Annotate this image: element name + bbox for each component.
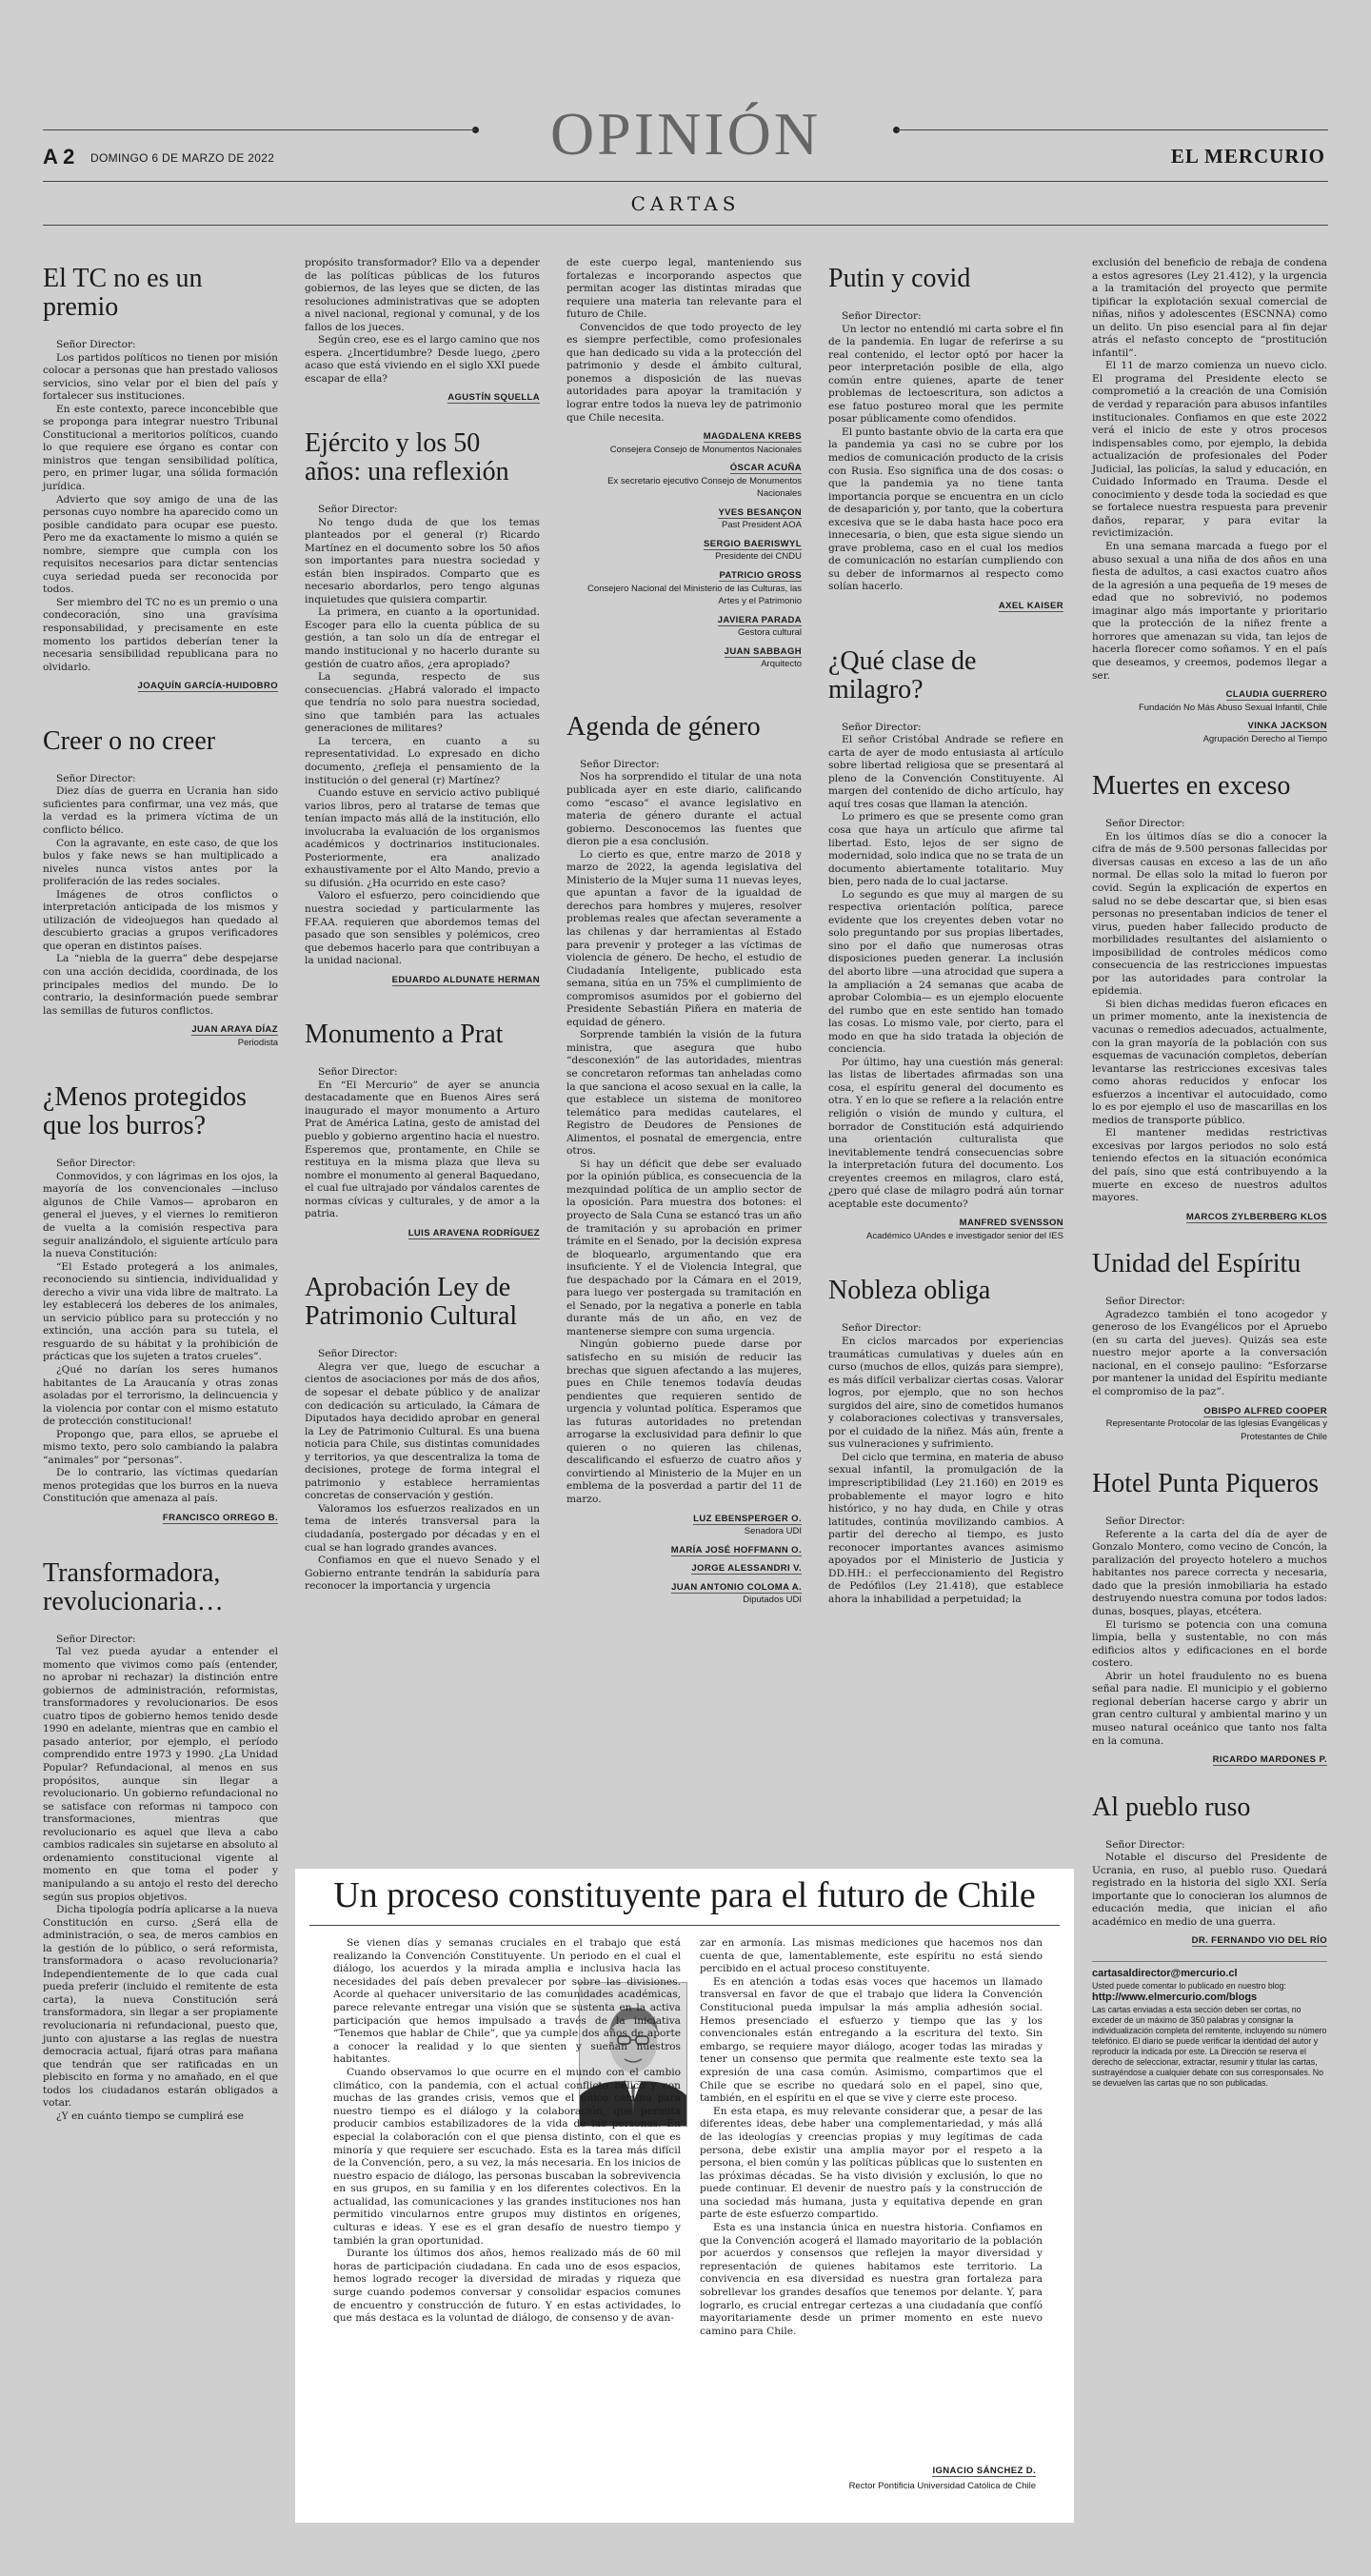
letter-greeting: Señor Director: (318, 1348, 398, 1360)
letter-affiliation: Periodista (237, 1037, 278, 1048)
letter-greeting: Señor Director: (56, 772, 136, 784)
feature-paragraph: Se vienen días y semanas cruciales en el trabajo que está realizando la Convención Constituyente. Un periodo en el cual el diálogo, los acuerdos y la mirada amplia e inclusiva hacia las necesidades del país deben prevalecer por sobre las divisiones. Acorde al quehacer universitario de las comunidades académicas, parece relevante entregar una visión que se sustenta en la activa participación que hemos impulsado a través de la iniciativa “Tenemos que hablar de Chile”, que ya cumple dos años de aporte a conocer la realidad y lo que sienten y sueñan nuestros habitantes. (333, 1937, 681, 2066)
letter-paragraph: El 11 de marzo comienza un nuevo ciclo. El programa del Presidente electo se comprometió a la creación de una Comisión de verdad y reparación para abusos infantiles institucionales. Confiamos en que este 2022 verá el inicio de este y otros procesos indispensables como, por ejemplo, la debida actualización de profesionales del Poder Judicial, las policías, la salud y educación, en Cuidado Informado en Trauma. Desde el conocimiento y desde toda la sociedad es que se fortalece nuestra respuesta para prevenir daños, reparar, y para evitar la revictimización. (1092, 360, 1327, 540)
feature-paragraph: Cuando observamos lo que ocurre en el mundo con el cambio climático, con la pandemia, con el actual conflicto bélico y con muchas de las grandes crisis, vemos que el único camino para nuestro tiempo es el diálogo y la colaboración, que permita producir cambios estabilizadores de la vida de las personas. En especial la colaboración con el que piensa distinto, con el que es minoría y que requiere ser escuchado. Esta es la tarea más difícil de la Convención, pero, a su vez, la más necesaria. En los inicios de nuestro espacio de diálogo, las personas buscaban la sobrevivencia en sus grupos, en su familia y en los diferentes colectivos. En la actualidad, las comunicaciones y las grandes instituciones nos han permitido vincularnos entre grupos muy distintos en orígenes, culturas e ideas. Y ese es el gran desafío de nuestro tiempo y también la gran oportunidad. (333, 2066, 681, 2247)
letter-greeting: Señor Director: (56, 1633, 136, 1645)
letter-signature: FRANCISCO ORREGO B. (162, 1513, 278, 1524)
letter-title: Hotel Punta Piqueros (1092, 1469, 1319, 1499)
letter-greeting: Señor Director: (1105, 1296, 1185, 1308)
letter-title: Putin y covid (828, 264, 971, 293)
letter-title: Al pueblo ruso (1092, 1792, 1251, 1822)
letter-signature: SERGIO BAERISWYL (704, 538, 802, 549)
newspaper-brand: EL MERCURIO (1170, 145, 1325, 168)
feature-signature: IGNACIO SÁNCHEZ D. (932, 2466, 1036, 2476)
letter-paragraph: Diez días de guerra en Ucrania han sido suficientes para confirmar, una vez más, que la verdad es la primera víctima de un conflicto bélico. (43, 785, 278, 836)
letter-paragraph: Dicha tipología podría aplicarse a la nueva Constitución en curso. ¿Será ella de administración, o sea, de meros cambios en la gestión de lo público, o será reformista, transformadora o acaso revolucionaria? Independientemente de lo que cada cual pueda preferir (incluido el remitente de esta carta), la nueva Constitución será transformadora, sin llegar a ser propiamente revolucionaria ni refundacional, puesto que, junto con ajustarse a las reglas de nuestra democracia actual, fijará otras para mañana que tendrán que ser ratificadas en un plebiscito en forma y no amañado, en el que todos los ciudadanos estarán obligados a votar. (43, 1904, 278, 2110)
letter-greeting: Señor Director: (842, 721, 922, 733)
letter-title: Nobleza obliga (828, 1276, 991, 1306)
letter-paragraph: La segunda, respecto de sus consecuencias. ¿Habrá valorado el impacto que tendría no solo para nuestra sociedad, sino que también para las actuales generaciones de militares? (305, 671, 540, 735)
feature-affiliation: Rector Pontificia Universidad Católica de Chile (848, 2481, 1036, 2491)
letter-paragraph: Convencidos de que todo proyecto de ley es siempre perfectible, como profesionales que han dedicado su vida a la protección del patrimonio y desde el ámbito cultural, ponemos a disposición de las nuevas autoridades para apoyar la tramitación y lograr entre todos la nueva ley de patrimonio que Chile necesita. (566, 321, 802, 424)
letter-title: Ejército y los 50 años: una reflexión (305, 428, 509, 487)
feature-title: Un proceso constituyente para el futuro de Chile (333, 1875, 1036, 1915)
letter-paragraph: Con la agravante, en este caso, de que los bulos y fake news se han multiplicado a niveles nunca vistos antes por la proliferación de las redes sociales. (43, 837, 278, 888)
letter-title: Aprobación Ley de Patrimonio Cultural (305, 1273, 518, 1332)
letter-signature: OBISPO ALFRED COOPER (1203, 1405, 1327, 1417)
letter-paragraph: Sorprende también la visión de la futura ministra, que asegura que hubo “desconexión” de las autoridades, mientras se concretaron reformas tan anheladas como la que sanciona el acoso sexual en la calle, la que establece un sistema de monitoreo telemático para medidas cautelares, el Registro de Deudores de Pensiones de Alimentos, el posnatal de emergencia, entre otros. (566, 1029, 802, 1158)
letter-greeting: Señor Director: (1105, 1838, 1185, 1851)
letter-greeting: Señor Director: (56, 339, 136, 350)
letter-signature: JUAN ANTONIO COLOMA A. (671, 1581, 802, 1593)
letter-signature: LUIS ARAVENA RODRÍGUEZ (407, 1227, 540, 1238)
letter-affiliation: Presidente del CNDU (715, 551, 802, 563)
letter-paragraph: Propongo que, para ellos, se apruebe el mismo texto, pero solo cambiando la palabra “animales” por “personas”. (43, 1428, 278, 1466)
letter-affiliation: Gestora cultural (737, 627, 802, 639)
feature-paragraph: Durante los últimos dos años, hemos realizado más de 60 mil horas de participación ciudadana. En cada uno de esos espacios, hemos logrado recoger la diversidad de miradas y riqueza que surge cuando podemos conversar y consolidar espacios comunes de encuentro y construcción de futuro. Y en estas actividades, lo que más destaca es la voluntad de diálogo, de consenso y de avan- (333, 2248, 681, 2325)
letter-paragraph: Ser miembro del TC no es un premio o una condecoración, sino una gravísima responsabilidad, y precisamente en este momento los partidos deberían tener la necesaria sensibilidad republicana para no olvidarlo. (43, 596, 278, 673)
letter-paragraph: Agradezco también el tono acogedor y generoso de los Evangélicos por el Apruebo (en su carta del jueves). Quizás sea este nuestro mejor aporte a la conversación nacional, en el consejo paulino: “Esforzarse por mantener la unidad del Espíritu mediante el compromiso de la paz”. (1092, 1308, 1327, 1398)
letter-paragraph: El punto bastante obvio de la carta era que la pandemia ya casi no se cubre por los medios de comunicación producto de la crisis con Rusia. Eso significa una de dos cosas: o que la pandemia ya no tiene tanta importancia porque se encuentra en un ciclo de desaparición y, por tanto, que la cobertura excesiva que se le daba hasta hace poco era innecesaria, o bien, que esta sigue siendo un grave problema, caso en el cual los medios de comunicación no estarían cumpliendo con su deber de informarnos al respecto como solían hacerlo. (828, 426, 1063, 593)
letter-paragraph: ¿Qué no darían los seres humanos habitantes de La Araucanía y otras zonas asoladas por el terrorismo, la delincuencia y la violencia por contar con el mismo estatuto de protección constitucional! (43, 1364, 278, 1428)
column-3 (566, 257, 802, 1607)
letter-title: El TC no es un premio (43, 264, 203, 322)
header-rule (43, 181, 1328, 182)
section-title: OPINIÓN (549, 100, 822, 168)
letter-affiliation: Académico UAndes e investigador senior del IES (865, 1230, 1063, 1241)
letter-signature: CLAUDIA GUERRERO (1225, 689, 1327, 701)
letter-paragraph: “El Estado protegerá a los animales, reconociendo su sintiencia, individualidad y derecho a vivir una vida libre de maltrato. La ley establecerá los deberes de los animales, un servicio público para su protección y no extinción, una acción para su tutela, el resguardo de su hábitat y la prohibición de prácticas que los sujeten a tratos crueles”. (43, 1260, 278, 1363)
subsection-title: CARTAS (630, 192, 741, 215)
letter-title: Transformadora, revolucionaria… (43, 1557, 224, 1616)
letter-title: Muertes en exceso (1092, 771, 1291, 802)
header-rule (897, 129, 1328, 130)
letter-affiliation: Consejero Nacional del Ministerio de las Culturas, las Artes y el Patrimonio (587, 583, 802, 607)
feature-column-2 (700, 1937, 1043, 2338)
letter-greeting: Señor Director: (842, 1322, 922, 1335)
letter-paragraph: Lo primero es que se presente como gran cosa que haya un artículo que afirme tal libertad. Esto, lejos de ser signo de modernidad, solo indica que no se trata de un documento abiertamente totalitario. Muy bien, pero nada de lo cual jactarse. (828, 811, 1063, 888)
letter-paragraph: de este cuerpo legal, manteniendo sus fortalezas e incorporando aspectos que permitan acoger las distintas miradas que requiere una materia tan relevante para el futuro de Chile. (566, 257, 802, 321)
letter-paragraph: propósito transformador? Ello va a depender de las políticas públicas de los futuros gobiernos, de las leyes que se dicten, de las resoluciones administrativas que se adopten a nivel nacional, regional y comunal, y de los fallos de los jueces. (305, 257, 540, 333)
letter-paragraph: Conmovidos, y con lágrimas en los ojos, la mayoría de los convencionales —incluso algunos de Chile Vamos— aprobaron en general el jueves, y el viernes lo remitieron de vuelta a la comisión respectiva para seguir analizándolo, el siguiente artículo para la nueva Constitución: (43, 1170, 278, 1260)
column-2 (305, 257, 540, 1594)
letter-paragraph: El mantener medidas restrictivas excesivas por largos periodos no solo está teniendo efectos en la situación económica del país, sino que está contribuyendo a la muerte en exceso de nuestros adultos mayores. (1092, 1127, 1327, 1204)
letter-paragraph: En “El Mercurio” de ayer se anuncia destacadamente que en Buenos Aires será inaugurado el mayor monumento a Arturo Prat de América Latina, gesto de amistad del pueblo y gobierno argentino hacia el nuestro. Esperemos que, prontamente, en Chile se restituya en la misma plaza que lleva su nombre el monumento al general Baquedano, el cual fue ultrajado por vándalos carentes de normas cívicas y culturales, y de amor a la patria. (305, 1079, 540, 1220)
letter-greeting: Señor Director: (318, 504, 398, 516)
letter-paragraph: De lo contrario, las víctimas quedarían menos protegidas que los burros en la nueva Constitución que amenaza al país. (43, 1467, 278, 1505)
contact-blog-link[interactable]: http://www.elmercurio.com/blogs (1092, 1991, 1258, 2003)
column-5 (1092, 257, 1327, 2089)
feature-paragraph: Esta es una instancia única en nuestra historia. Confiamos en que la Convención acogerá el llamado mayoritario de la población por acuerdos y consensos que reflejen la mayor diversidad y representación de quienes habitamos este territorio. La convivencia en esa diversidad es nuestra gran fortaleza para sobrellevar los grandes desafíos que tenemos por delante. Y, para lograrlo, es crucial entregar certezas a una ciudadanía que confíó mayoritariamente desde un primer momento en este nuevo camino para Chile. (700, 2222, 1043, 2337)
letter-signature: MARCOS ZYLBERBERG KLOS (1185, 1211, 1327, 1222)
letter-signature: LUZ EBENSPERGER O. (693, 1513, 802, 1524)
letter-affiliation: Senadora UDI (744, 1526, 802, 1537)
letter-paragraph: La “niebla de la guerra” debe despejarse con una acción decidida, coordinada, de los principales medios del mundo. De lo contrario, la desinformación puede sembrar las semillas de futuros conflictos. (43, 953, 278, 1017)
letter-paragraph: El turismo se potencia con una comuna limpia, bella y sustentable, no con más edificios altos y edificaciones en el borde costero. (1092, 1618, 1327, 1670)
letter-paragraph: Según creo, ese es el largo camino que nos espera. ¿Incertidumbre? Desde luego, ¿pero acaso que está viviendo en el siglo XXI puede escapar de ella? (305, 334, 540, 385)
letter-title: Creer o no creer (43, 725, 216, 756)
letter-paragraph: El señor Cristóbal Andrade se refiere en carta de ayer de modo entusiasta al artículo sobre libertad religiosa que se presentará al pleno de la Convención Constituyente. Al margen del contenido de dicho artículo, hay aquí tres cosas que llaman la atención. (828, 734, 1063, 810)
letter-paragraph: Si hay un déficit que debe ser evaluado por la opinión pública, es consecuencia de la mezquindad política de un amplio sector de la oposición. Para muestra dos botones: el proyecto de Sala Cuna se estancó tras un año de tramitación y su aprobación en primer trámite en el Senado, por la decisión expresa de bloquearlo, argumentando que era insuficiente. Y el de Violencia Integral, que fue despachado por la Cámara en el 2019, para luego ver postergada su tramitación en el Senado, por la negativa a ponerle en tabla durante más de un año, en vez de mantenerse siempre con suma urgencia. (566, 1158, 802, 1338)
feature-paragraph: En esta etapa, es muy relevante considerar que, a pesar de las diferentes ideas, debe haber una complementariedad, y más allá de las ideologías y creencias propias y muy legítimas de cada persona, debe existir una amplia mayor por el respeto a la persona, el bien común y las políticas públicas que lo sustenten en las próximas décadas. Se ha visto división y exclusión, lo que no puede continuar. El devenir de nuestro país y la construcción de una sociedad más humana, justa y equitativa depende en gran parte de este esfuerzo compartido. (700, 2105, 1043, 2221)
letter-signature: RICARDO MARDONES P. (1212, 1754, 1327, 1766)
letter-paragraph: exclusión del beneficio de rebaja de condena a estos agresores (Ley 21.412), y la urgencia a la tramitación del proyecto que permite tipificar la explotación sexual comercial de niñas, niños y adolescentes (ESCNNA) como un delito. Un piso esencial para al fin dejar atrás el nefasto concepto de “prostitución infantil”. (1092, 257, 1327, 359)
letter-paragraph: Imágenes de otros conflictos o interpretación anticipada de los mismos y utilización de videojuegos han quedado al descubierto gracias a grupos verificadores que operan en distintos países. (43, 888, 278, 952)
feature-article (295, 1869, 1074, 2523)
letter-signature: JUAN SABBAGH (724, 645, 802, 657)
letter-title: Unidad del Espíritu (1092, 1249, 1301, 1279)
letter-paragraph: Advierto que soy amigo de una de las personas cuyo nombre ha aparecido como un posible candidato para ocupar ese puesto. Pero me da exactamente lo mismo a quién se nombre, siempre que cumpla con los requisitos necesarios para dictar sentencias cuya seriedad pueda ser reconocida por todos. (43, 493, 278, 596)
letter-signature: VINKA JACKSON (1247, 721, 1327, 732)
letter-affiliation: Agrupación Derecho al Tiempo (1202, 733, 1327, 744)
letter-paragraph: En una semana marcada a fuego por el abuso sexual a una niña de dos años en una fiesta de adultos, a casi exactos cuatro años de la agresión a una pequeña de 19 meses de edad que no sobrevivió, no podemos imaginar algo más importante y prioritario que la protección de la niñez frente a horrores que amenazan su vida, tan lejos de hacerla florecer como soñamos. Y en el país que deseamos, y creemos, podemos llegar a ser. (1092, 541, 1327, 682)
letter-paragraph: En los últimos días se dio a conocer la cifra de más de 9.500 personas fallecidas por diversas causas en exceso a las de un año normal. De ellas solo la mitad lo fueron por covid. Según la explicación de expertos en salud no se debe descartar que, si bien esas personas no presentaban indicios de tener el virus, pueden haber fallecido producto de morbilidades resultantes del aislamiento o imposibilidad de controles médicos como consecuencia de las restricciones impuestas por las autoridades para controlar la epidemia. (1092, 830, 1327, 998)
letter-paragraph: Notable el discurso del Presidente de Ucrania, en ruso, al pueblo ruso. Quedará registrado en la historia del siglo XXI. Sería importante que lo conocieran los alumnos de educación media, que inician el año académico en medio de una guerra. (1092, 1852, 1327, 1928)
column-1 (43, 257, 278, 2123)
letter-affiliation: Representante Protocolar de las Iglesias Evangélicas y Protestantes de Chile (1105, 1418, 1327, 1442)
letter-signature: DR. FERNANDO VIO DEL RÍO (1191, 1935, 1327, 1947)
letter-signature: JAVIERA PARADA (717, 614, 802, 625)
letter-paragraph: Un lector no entendió mi carta sobre el fin de la pandemia. En lugar de referirse a su real contenido, el lector optó por hacer la peor interpretación posible de ella, algo común entre quienes, aparte de tener problemas de lectoescritura, son adictos a ese fatuo postureo moral que les permite posar públicamente como ofendidos. (828, 323, 1063, 426)
contact-rules: Las cartas enviadas a esta sección deben ser cortas, no exceder de un máximo de 350 palabras y consignar la individualización completa del remitente, incluyendo su número telefónico. El diario se puede verificar la identidad del autor y reproducir la indicada por este. La Dirección se reserva el derecho de seleccionar, extractar, resumir y titular las cartas, sustrayéndose a cualquier debate con sus corresponsales. No se devuelven las cartas que no son publicadas. (1092, 2004, 1327, 2088)
header-rule (43, 225, 1328, 226)
letter-signature: AXEL KAISER (998, 601, 1063, 612)
letter-paragraph: Lo segundo es que muy al margen de su respectiva orientación política, parece evidente que los creyentes deben votar no solo preguntando por sus propias libertades, sino por el daño que numerosas otras disposiciones pueden generar. La inclusión del aborto libre —una atrocidad que supera a la ampliación a 24 semanas que acaba de aprobar Colombia— es un ejemplo elocuente del rumbo que en este sentido han tomado las cosas. Lo mismo vale, por cierto, para el modo en que ha sido tratada la objeción de conciencia. (828, 888, 1063, 1056)
feature-paragraph: Es en atención a todas esas voces que hacemos un llamado transversal en favor de que el trabajo que lidera la Convención Constitucional pueda impulsar la más amplia adhesión social. Hemos presenciado el esfuerzo y tiempo que las y los convencionales están entregando a la escritura del texto. Sin embargo, se requiere mayor diálogo, acoger todas las miradas y tener un consenso que permita que realmente este texto sea la expresión de una casa común. Asimismo, compartimos que el Chile que se escribe no quedará solo en el papel, sino que, también, en el espíritu en el que se vive y cierre este proceso. (700, 1975, 1043, 2105)
feature-column-1 (333, 1937, 681, 2326)
contact-blog-line: Usted puede comentar lo publicado en nuestro blog: (1092, 1980, 1286, 1991)
letter-paragraph: Del ciclo que termina, en materia de abuso sexual infantil, la promulgación de la imprescriptibilidad (Ley 21.160) en 2019 es probablemente el mayor logro e hito histórico, y no hay duda, en Chile y otras latitudes, continúa movilizando cambios. A partir del derecho al tiempo, es justo reconocer importantes avances asimismo apoyados por el Ministerio de Justicia y DD.HH.: el perfeccionamiento del Registro de Pedófilos (Ley 21.418), que establece ahora la inhabilidad a perpetuidad; la (828, 1451, 1063, 1605)
letter-signature: PATRICIO GROSS (719, 570, 802, 582)
letter-signature: MANFRED SVENSSON (959, 1218, 1063, 1229)
letter-affiliation: Consejera Consejo de Monumentos Nacionales (609, 444, 802, 455)
letter-signature: MARÍA JOSÉ HOFFMANN O. (670, 1544, 802, 1556)
letter-paragraph: En este contexto, parece inconcebible que se proponga para integrar nuestro Tribunal Constitucional a meritorios políticos, cuando lo que requiere ese órgano es contar con ministros que tengan sensibilidad política, pero, en primer lugar, una sólida formación jurídica. (43, 403, 278, 493)
letter-paragraph: La primera, en cuanto a la oportunidad. Escoger para ello la cuenta pública de su gestión, a tan solo un día de entregar el mando institucional y no hacerlo durante su gestión de cuatro años, ¿era apropiado? (305, 606, 540, 670)
letter-greeting: Señor Director: (318, 1066, 398, 1079)
letter-signature: JUAN ARAYA DÍAZ (191, 1024, 278, 1036)
letter-title: ¿Qué clase de milagro? (828, 645, 977, 704)
page-number: A 2 (43, 145, 75, 168)
letter-signature: ÓSCAR ACUÑA (729, 463, 802, 474)
header-rule (43, 129, 476, 130)
letter-greeting: Señor Director: (1105, 1516, 1185, 1528)
letter-paragraph: Lo cierto es que, entre marzo de 2018 y marzo de 2022, la agenda legislativa del Ministerio de la Mujer suma 11 nuevas leyes, que apuntan a favor de la igualdad de derechos para hombres y mujeres, resolver problemas reales que afectan severamente a las chilenas y dar herramientas al Estado para prevenir y proteger a las víctimas de violencia de género. De hecho, el estudio de Ciudadanía Inteligente, publicado esta semana, sitúa en un 75% el cumplimiento de compromisos asumidos por el gobierno del Presidente Sebastián Piñera en materia de equidad de género. (566, 848, 802, 1028)
letter-signature: JOAQUÍN GARCÍA-HUIDOBRO (137, 681, 278, 692)
letter-paragraph: Por último, hay una cuestión más general: las listas de libertades afirmadas son una cosa, el espíritu general del documento es otra. Y en lo que se refiere a la relación entre religión o visión de mundo y cultura, el borrador de Constitución está adquiriendo una orientación culturalista que inevitablemente tendrá consecuencias sobre la interpretación futura del documento. Los creyentes creemos en milagros, claro está, ¿pero qué clase de milagro podrá aún tornar aceptable este documento? (828, 1056, 1063, 1210)
letter-signature: AGUSTÍN SQUELLA (447, 392, 540, 404)
letter-title: Agenda de género (566, 711, 761, 742)
letter-affiliation: Fundación No Más Abuso Sexual Infantil, Chile (1138, 702, 1327, 713)
contact-box (1092, 1961, 1327, 2089)
feature-paragraph: zar en armonía. Las mismas mediciones que hacemos nos dan cuenta de que, lamentablemente, este espíritu no está siendo percibido en el actual proceso constituyente. (700, 1937, 1043, 1975)
letter-paragraph: Nos ha sorprendido el titular de una nota publicada ayer en este diario, calificando como “escaso” el avance legislativo en materia de género durante el actual gobierno. Desconocemos las fuentes que dieron pie a esa conclusión. (566, 771, 802, 848)
letter-affiliation: Diputados UDI (743, 1595, 802, 1606)
letter-signature: MAGDALENA KREBS (703, 431, 802, 443)
letter-signature: JORGE ALESSANDRI V. (691, 1563, 802, 1575)
letter-paragraph: Los partidos políticos no tienen por misión colocar a personas que han prestado valiosos servicios, sino velar por el bien del país y fortalecer sus instituciones. (43, 351, 278, 403)
letter-paragraph: Valoro el esfuerzo, pero coincidiendo que nuestra sociedad y particularmente las FF.AA. requieren que abordemos temas del pasado que son sensibles y polémicos, creo que debemos hacerlo para que contribuyan a la unidad nacional. (305, 890, 540, 967)
letter-greeting: Señor Director: (842, 310, 922, 322)
letter-paragraph: La tercera, en cuanto a su representatividad. Lo expresado en dicho documento, ¿refleja el pensamiento de la institución o del general (r) Martínez? (305, 735, 540, 786)
letter-paragraph: Alegra ver que, luego de escuchar a cientos de asociaciones por más de dos años, de sopesar el debate público y de analizar con dedicación su articulado, la Cámara de Diputados haya decidido aprobar en general la Ley de Patrimonio Cultural. Es una buena noticia para Chile, sus distintas comunidades y territorios, ya que descentraliza la toma de decisiones, protege de forma integral el patrimonio y establece herramientas concretas de conservación y gestión. (305, 1360, 540, 1502)
letter-paragraph: ¿Y en cuánto tiempo se cumplirá ese (56, 2110, 245, 2122)
page-date: DOMINGO 6 DE MARZO DE 2022 (90, 151, 275, 165)
letter-title: Monumento a Prat (305, 1020, 504, 1050)
letter-paragraph: Cuando estuve en servicio activo publiqué varios libros, pero al tratarse de temas que tenían impacto más allá de la institución, ello involucraba la evaluación de los organismos académicos y doctrinarios institucionales. Posteriormente, era analizado exhaustivamente por el Alto Mando, previo a su difusión. ¿Ha ocurrido en este caso? (305, 787, 540, 889)
letter-affiliation: Past President AOA (722, 520, 802, 531)
letter-paragraph: Abrir un hotel fraudulento no es buena señal para nadie. El municipio y el gobierno regional deberían hacerse cargo y abrir un gran centro cultural y ambiental marino y un museo natural oceánico que tanto nos falta en la comuna. (1092, 1670, 1327, 1747)
letter-greeting: Señor Director: (1105, 818, 1185, 830)
letter-signature: EDUARDO ALDUNATE HERMAN (391, 974, 540, 985)
letter-paragraph: Referente a la carta del día de ayer de Gonzalo Montero, como vecino de Concón, la paralización del proyecto hotelero a muchos habitantes nos parece correcta y necesaria, dado que la presión inmobiliaria ha estado destruyendo nuestra comuna por todos lados: dunas, bosques, playas, etcétera. (1092, 1528, 1327, 1618)
letter-title: ¿Menos protegidos que los burros? (43, 1082, 247, 1141)
feature-rule (309, 1925, 1060, 1926)
letter-paragraph: No tengo duda de que los temas planteados por el general (r) Ricardo Martínez en el documento sobre los 50 años son importantes para nuestra sociedad y están bien inspirados. Comparto que es necesario abordarlos, pero tengo algunas inquietudes que quisiera compartir. (305, 516, 540, 605)
letter-paragraph: Confiamos en que el nuevo Senado y el Gobierno entrante tendrán la sabiduría para reconocer la importancia y urgencia (305, 1555, 540, 1593)
letter-paragraph: Valoramos los esfuerzos realizados en un tema de interés transversal para la ciudadanía, postergado por décadas y en el cual se han logrado grandes avances. (305, 1502, 540, 1554)
letter-greeting: Señor Director: (580, 758, 660, 770)
column-4 (828, 257, 1063, 1606)
letter-signature: YVES BESANÇON (718, 506, 802, 518)
letter-affiliation: Ex secretario ejecutivo Consejo de Monumentos Nacionales (607, 475, 802, 500)
letter-paragraph: En ciclos marcados por experiencias traumáticas cumulativas y dueles aún en curso (muchos de ellos, quizás para siempre), es más difícil verbalizar ciertas cosas. Valorar logros, por ejemplo, que no son hechos surgidos del aire, sino de cometidos humanos y colaboraciones colectivas y transversales, por el cuidado de la niñez. Más aún, frente a sus vulneraciones y sufrimiento. (828, 1336, 1063, 1451)
contact-email[interactable]: cartasaldirector@mercurio.cl (1092, 1967, 1238, 1979)
letter-greeting: Señor Director: (56, 1158, 136, 1170)
letter-paragraph: Tal vez pueda ayudar a entender el momento que vivimos como país (entender, no aprobar ni rechazar) la distinción entre gobiernos de administración, reformistas, transformadores y revolucionarios. De esos cuatro tipos de gobierno hemos tenido desde 1990 en adelante, mientras que en cambio el pasado anterior, por ejemplo, el período comprendido entre 1973 y 1990. ¿La Unidad Popular? Refundacional, al menos en sus propósitos, aunque sin llegar a revolucionario. Un gobierno refundacional no se satisface con reformas ni tampoco con transformaciones, mientras que revolucionario es aquel que lleva a cabo cambios radicales sin sujetarse en absoluto al ordenamiento constitucional vigente al momento en que toma el poder y manipulando a su antojo el resto del derecho según sus propios objetivos. (43, 1646, 278, 1903)
letter-paragraph: Si bien dichas medidas fueron eficaces en un primer momento, ante la inexistencia de vacunas o remedios adecuados, actualmente, con la gran mayoría de la población con sus esquemas de vacunación completos, deberían levantarse las restricciones excesivas tales como ahoras reducidos y enfocar los esfuerzos a incentivar el autocuidado, como lo es por ejemplo el uso de mascarillas en los medios de transporte público. (1092, 998, 1327, 1126)
letter-paragraph: Ningún gobierno puede darse por satisfecho en su misión de reducir las brechas que siguen afectando a las mujeres, pues en Chile tenemos todavía deudas pendientes que requieren sentido de urgencia y voluntad política. Esperamos que las futuras autoridades no pretendan arrogarse la exclusividad para definir lo que quieren o no quieren las chilenas, descalificando el esfuerzo de cuatro años y convirtiendo al Ministerio de la Mujer en un emblema de la posverdad a partir del 11 de marzo. (566, 1338, 802, 1506)
letter-affiliation: Arquitecto (761, 659, 802, 670)
